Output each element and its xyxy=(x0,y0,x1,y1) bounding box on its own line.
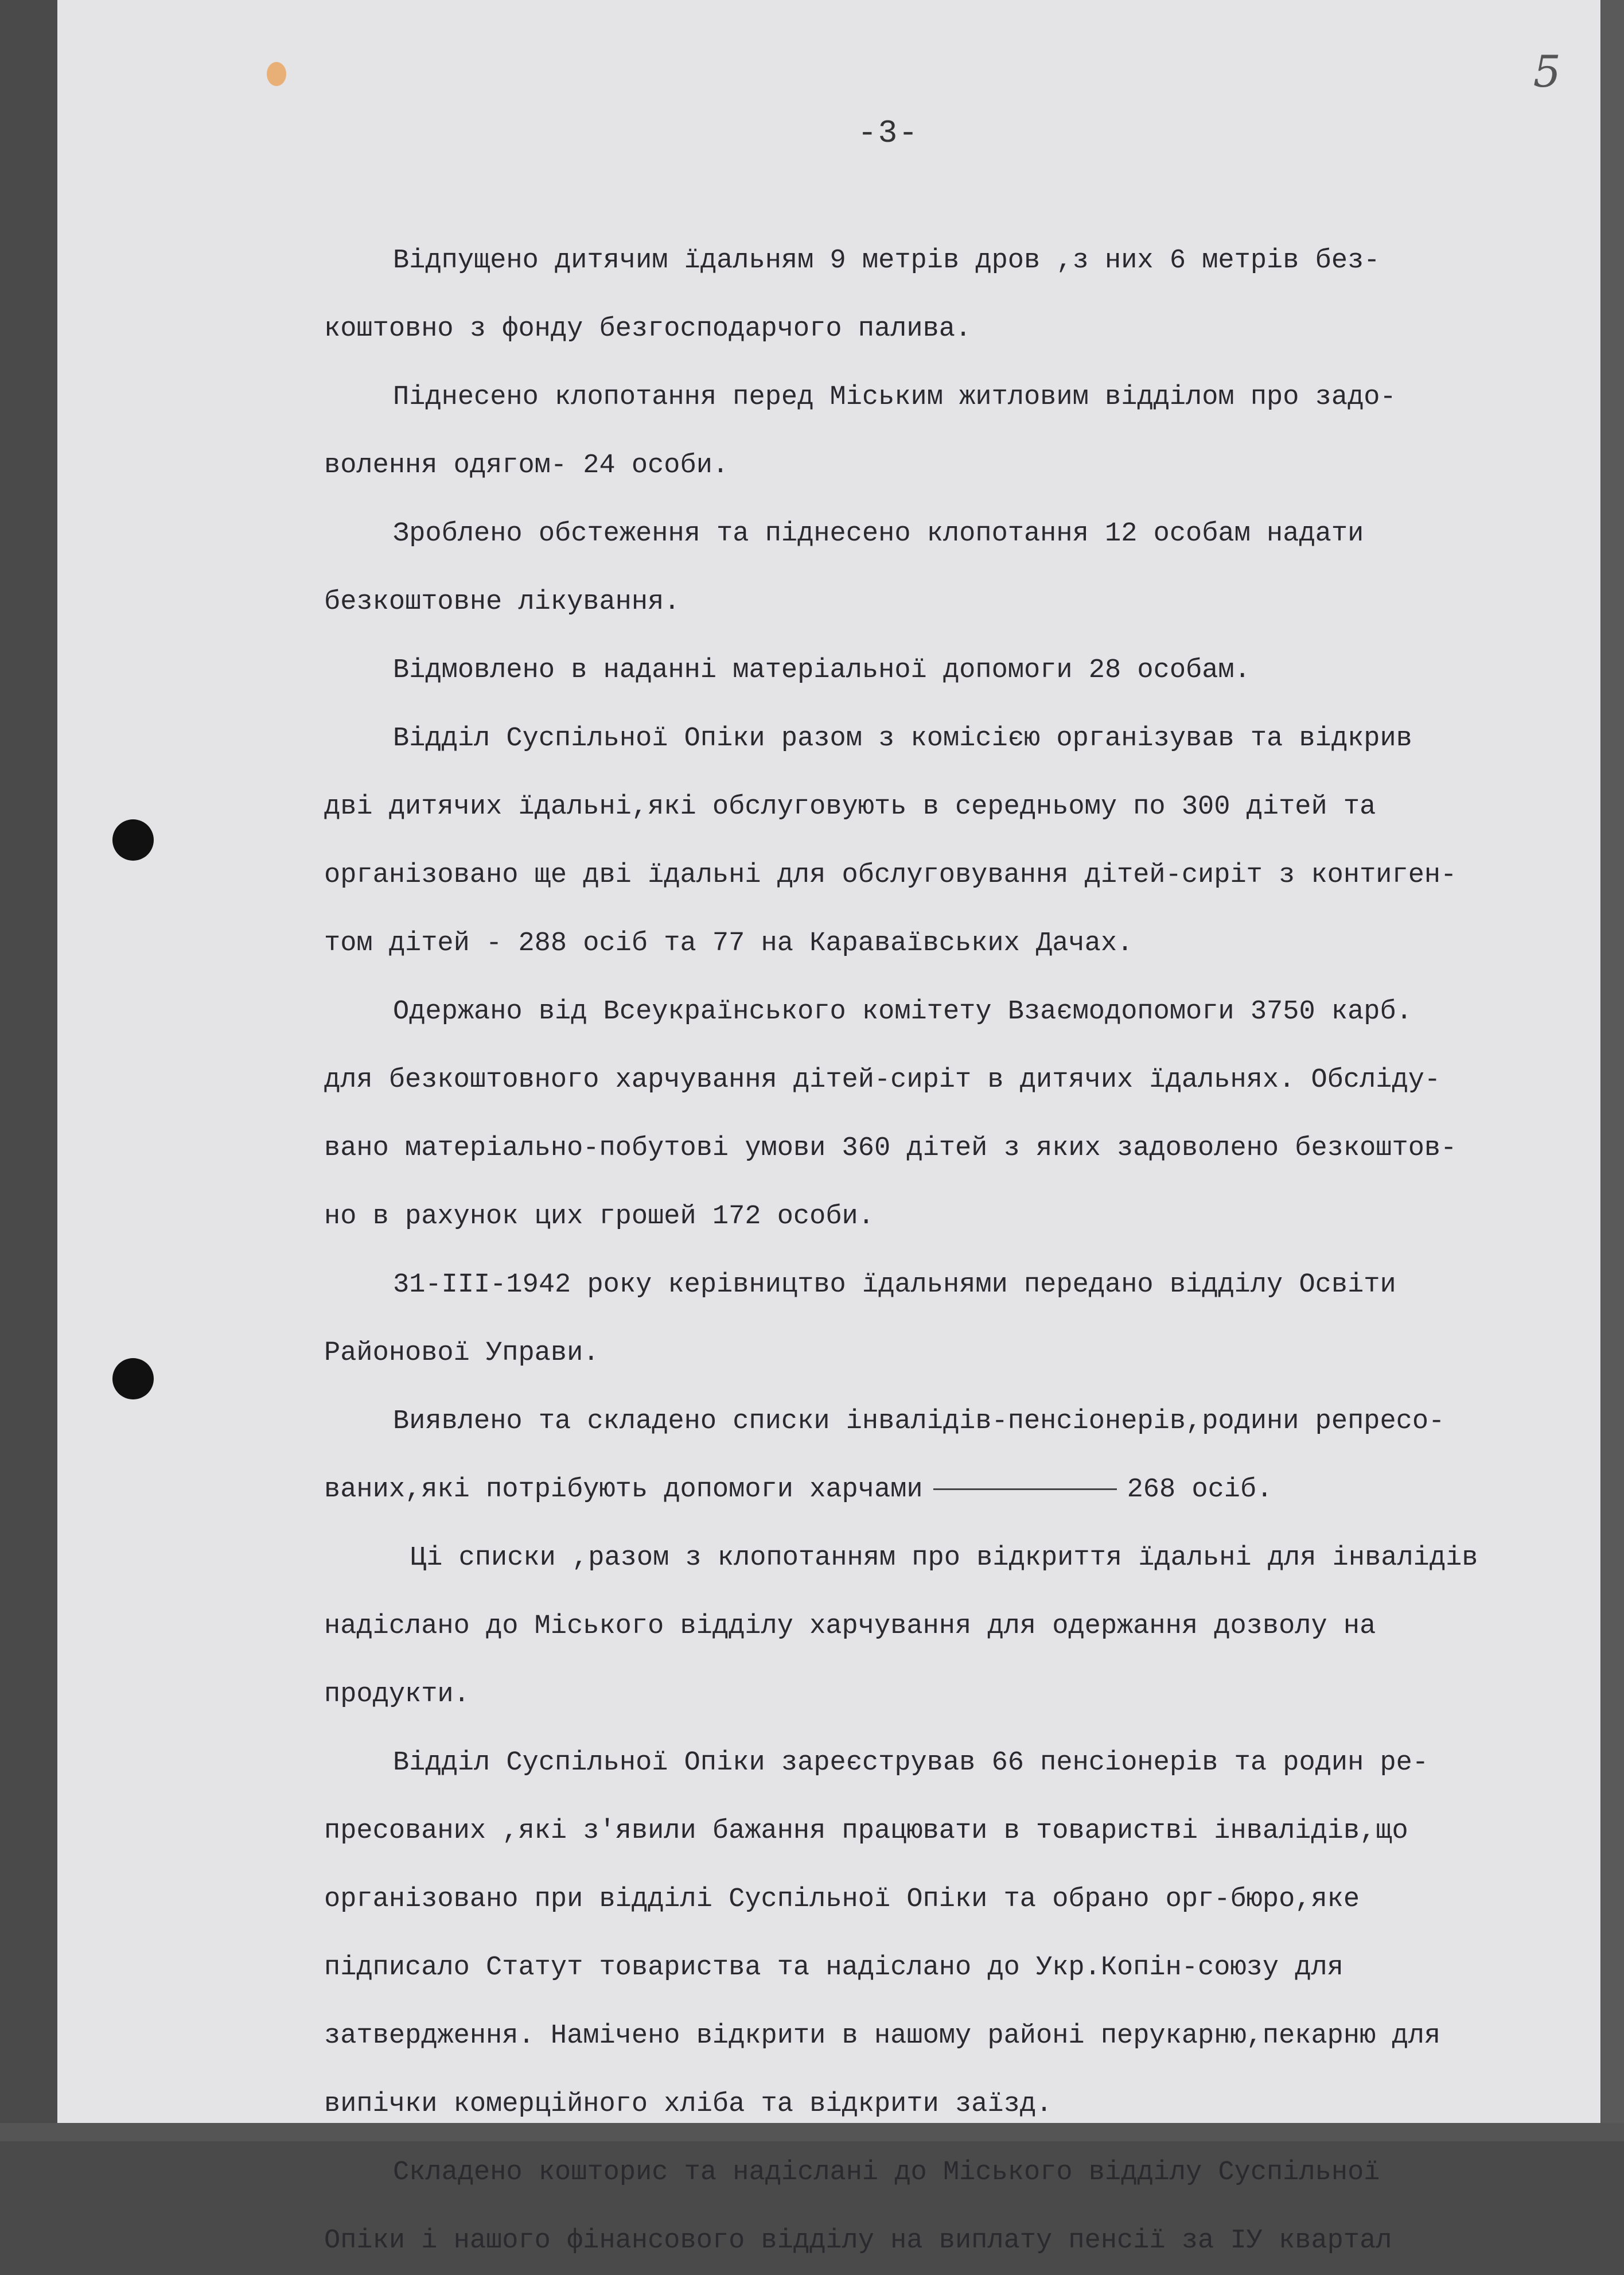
text-line: затвердження. Намічено відкрити в нашому районі перукарню,пекарню для xyxy=(324,2021,1441,2051)
page-edge-right xyxy=(1601,0,1624,2141)
text-line: Опіки і нашого фінансового відділу на виплату пенсії за ІУ квартал xyxy=(324,2226,1392,2256)
text-line: коштовно з фонду безгосподарчого палива. xyxy=(324,314,972,344)
stain-mark xyxy=(267,62,286,86)
text-line xyxy=(324,1456,1586,1524)
text-line: надіслано до Міського відділу харчування для одержання дозволу на xyxy=(324,1611,1376,1642)
text-line: Відмовлено в наданні матеріальної допомоги 28 особам. xyxy=(393,655,1251,686)
punch-hole-bottom xyxy=(112,1358,154,1399)
text-line: 31-III-1942 року керівництво їдальнями передано відділу Освіти xyxy=(393,1270,1396,1300)
document-body xyxy=(324,227,1586,2275)
text-line: Ці списки ,разом з клопотанням про відкриття їдальні для інвалідів xyxy=(410,1543,1478,1573)
folio-number: 5 xyxy=(1533,46,1561,97)
fill-line xyxy=(933,1488,1117,1490)
text-line: продукти. xyxy=(324,1679,470,1710)
text-line: для безкоштовного харчування дітей-сиріт в дитячих їдальнях. Обсліду- xyxy=(324,1065,1441,1095)
text-line: волення одягом- 24 особи. xyxy=(324,450,729,481)
text-line: Відділ Суспільної Опіки зареєстрував 66 пенсіонерів та родин ре- xyxy=(393,1748,1429,1778)
text-line: Піднесено клопотання перед Міським житловим відділом про задо- xyxy=(393,382,1396,413)
text-line: організовано при відділі Суспільної Опіки та обрано орг-бюро,яке xyxy=(324,1884,1360,1915)
text-line: Зроблено обстеження та піднесено клопотання 12 особам надати xyxy=(393,519,1364,549)
text-line: Виявлено та складено списки інвалідів-пенсіонерів,родини репресо- xyxy=(393,1406,1445,1437)
text-line: Одержано від Всеукраїнського комітету Взаємодопомоги 3750 карб. xyxy=(393,997,1412,1027)
text-segment: 268 осіб. xyxy=(1127,1475,1273,1505)
text-line: вано матеріально-побутові умови 360 дітей з яких задоволено безкоштов- xyxy=(324,1133,1457,1164)
text-line: дві дитячих їдальні,які обслуговують в середньому по 300 дітей та xyxy=(324,792,1376,822)
text-line: підписало Статут товариства та надіслано до Укр.Копін-союзу для xyxy=(324,1953,1343,1983)
text-line: Відпущено дитячим їдальням 9 метрів дров ,з них 6 метрів без- xyxy=(393,246,1380,276)
text-line: Складено кошторис та надіслані до Міського відділу Суспільної xyxy=(393,2157,1380,2188)
text-line: випічки комерційного хліба та відкрити заїзд. xyxy=(324,2089,1053,2120)
text-segment: ваних,які потрібують допомоги харчами xyxy=(324,1475,923,1505)
text-line: Відділ Суспільної Опіки разом з комісією організував та відкрив xyxy=(393,724,1412,754)
text-line: Районової Управи. xyxy=(324,1338,599,1368)
text-line: пресованих ,які з'явили бажання працювати в товаристві інвалідів,що xyxy=(324,1816,1408,1846)
text-line: но в рахунок цих грошей 172 особи. xyxy=(324,1201,874,1232)
text-line: організовано ще дві їдальні для обслуговування дітей-сиріт з контиген- xyxy=(324,860,1457,890)
text-line: том дітей - 288 осіб та 77 на Караваївських Дачах. xyxy=(324,928,1134,959)
punch-hole-top xyxy=(112,819,154,861)
page-number: -3- xyxy=(858,115,919,151)
text-line: безкоштовне лікування. xyxy=(324,587,680,617)
